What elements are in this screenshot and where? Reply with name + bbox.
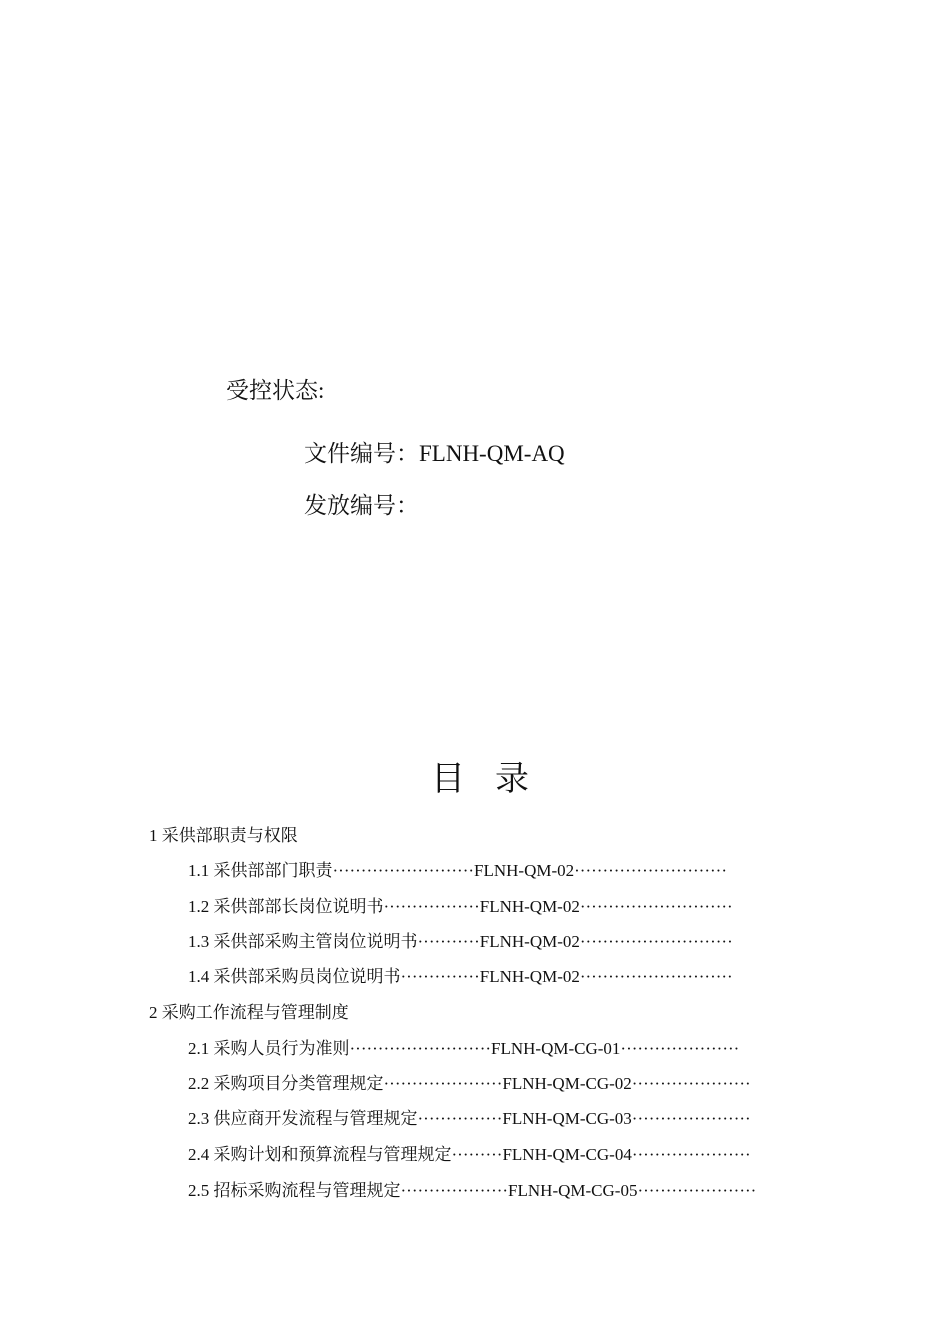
toc-section-1-heading: 1 采供部职责与权限	[149, 826, 298, 845]
file-number-line: 文件编号：FLNH-QM-AQ	[304, 441, 565, 466]
toc-entry-2-5: 2.5 招标采购流程与管理规定···················FLNH-QM-CG-05·····················	[188, 1181, 757, 1200]
toc-section-2-heading: 2 采购工作流程与管理制度	[149, 1003, 349, 1022]
toc-entry-2-4: 2.4 采购计划和预算流程与管理规定·········FLNH-QM-CG-04·····················	[188, 1145, 751, 1164]
release-number-line: 发放编号：	[304, 493, 419, 518]
toc-entry-1-1: 1.1 采供部部门职责·························FLNH-QM-02···························	[188, 861, 727, 880]
toc-entry-1-2: 1.2 采供部部长岗位说明书·················FLNH-QM-02···························	[188, 897, 733, 916]
toc-entry-2-2: 2.2 采购项目分类管理规定·····················FLNH-QM-CG-02·····················	[188, 1074, 751, 1093]
toc-title: 目录	[431, 761, 559, 798]
toc-entry-1-4: 1.4 采供部采购员岗位说明书··············FLNH-QM-02···························	[188, 967, 733, 986]
toc-entry-1-3: 1.3 采供部采购主管岗位说明书···········FLNH-QM-02···························	[188, 932, 733, 951]
control-status-label: 受控状态:	[226, 378, 325, 403]
toc-entry-2-3: 2.3 供应商开发流程与管理规定···············FLNH-QM-CG-03·····················	[188, 1109, 751, 1128]
toc-entry-2-1: 2.1 采购人员行为准则·························FLNH-QM-CG-01·····················	[188, 1039, 740, 1058]
